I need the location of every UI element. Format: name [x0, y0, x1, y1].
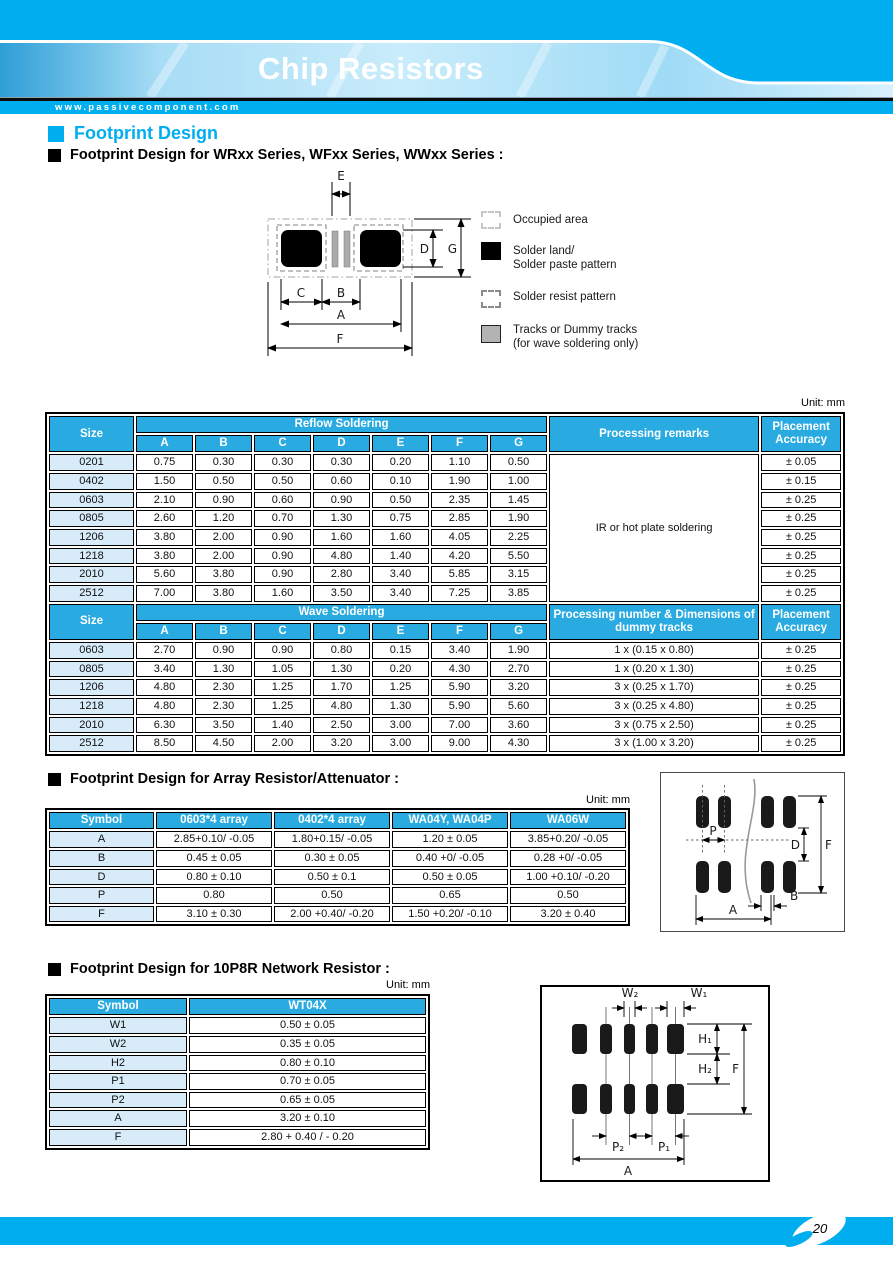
value-cell: 0.28 +0/ -0.05: [510, 850, 626, 867]
pad-center-lines: [606, 1007, 676, 1145]
col-header-g: G: [490, 435, 547, 452]
symbol-cell: A: [49, 831, 154, 848]
network-row: [49, 1017, 426, 1034]
legend-label: Tracks or Dummy tracks (for wave soldering only): [513, 324, 639, 350]
value-cell: 0.50: [490, 454, 547, 471]
value-cell: 5.50: [490, 548, 547, 565]
black-square-bullet-icon: [48, 149, 61, 162]
diagram-legend: [481, 211, 691, 364]
value-cell: 0.45 ± 0.05: [156, 850, 272, 867]
dim-label-g: G: [447, 242, 457, 256]
wave-soldering-header: Wave Soldering: [136, 604, 547, 621]
array-row: [49, 869, 626, 886]
symbol-cell: H2: [49, 1055, 187, 1072]
dummy-tracks-swatch-icon: [481, 325, 501, 343]
wave-tbody: [49, 604, 841, 752]
network-diagram-box: [540, 985, 770, 1182]
value-cell: 2.80: [313, 566, 370, 583]
value-cell: 1.20: [195, 510, 252, 527]
wave-header-row: [49, 604, 841, 621]
array-tbody: [49, 831, 626, 922]
value-cell: 3.50: [195, 717, 252, 734]
accuracy-cell: ± 0.25: [761, 642, 841, 659]
size-cell: 0201: [49, 454, 134, 471]
value-cell: 1.40: [372, 548, 429, 565]
value-cell: 5.85: [431, 566, 488, 583]
unit-label-array: Unit: mm: [586, 794, 630, 806]
value-cell: 1.50: [136, 473, 193, 490]
value-cell: 1.00 +0.10/ -0.20: [510, 869, 626, 886]
page-header: [0, 0, 893, 97]
value-cell: 3.40: [136, 661, 193, 678]
value-cell: 1.90: [431, 473, 488, 490]
value-cell: 7.25: [431, 585, 488, 602]
size-cell: 0603: [49, 642, 134, 659]
value-cell: 0.90: [254, 529, 311, 546]
value-cell: 0.20: [372, 661, 429, 678]
value-cell: 0.15: [372, 642, 429, 659]
value-cell: 3.80: [195, 566, 252, 583]
website-url[interactable]: www.passivecomponent.com: [55, 102, 241, 113]
col-header-0402-array: 0402*4 array: [274, 812, 390, 829]
size-cell: 2512: [49, 735, 134, 752]
dummy-track-1: [332, 231, 338, 267]
value-cell: 3.20 ± 0.40: [510, 906, 626, 923]
value-cell: 0.40 +0/ -0.05: [392, 850, 508, 867]
array-row: [49, 850, 626, 867]
value-cell: 0.10: [372, 473, 429, 490]
value-cell: 1.40: [254, 717, 311, 734]
occupied-area-swatch-icon: [481, 211, 501, 229]
symbol-cell: P2: [49, 1092, 187, 1109]
unit-label-network: Unit: mm: [386, 979, 430, 991]
network-diagram: [542, 987, 768, 1180]
value-cell: 1.30: [313, 661, 370, 678]
value-cell: 0.90: [254, 642, 311, 659]
col-header-e: E: [372, 435, 429, 452]
accuracy-cell: ± 0.25: [761, 679, 841, 696]
value-cell: 1.45: [490, 492, 547, 509]
col-header-c: C: [254, 623, 311, 640]
col-header-b: B: [195, 623, 252, 640]
col-header-symbol: Symbol: [49, 812, 154, 829]
accuracy-cell: ± 0.25: [761, 585, 841, 602]
footprint-dimensions-table: [45, 412, 845, 756]
value-cell: 2.70: [136, 642, 193, 659]
value-cell: 3.10 ± 0.30: [156, 906, 272, 923]
value-cell: 5.60: [490, 698, 547, 715]
col-header-d: D: [313, 435, 370, 452]
reflow-tbody: [49, 454, 841, 601]
network-tbody: [49, 1017, 426, 1145]
value-cell: 2.30: [195, 679, 252, 696]
value-cell: 0.50: [372, 492, 429, 509]
value-cell: 2.35: [431, 492, 488, 509]
value-cell: 4.50: [195, 735, 252, 752]
value-cell: 4.80: [136, 698, 193, 715]
black-square-bullet-icon: [48, 773, 61, 786]
subsection-title-text: Footprint Design for Array Resistor/Attenuator :: [70, 771, 399, 787]
accuracy-cell: ± 0.25: [761, 566, 841, 583]
value-cell: 1.25: [254, 698, 311, 715]
unit-label-main: Unit: mm: [801, 397, 845, 409]
dim-label-w1: W₁: [690, 987, 708, 1000]
size-cell: 0402: [49, 473, 134, 490]
solder-land-left: [281, 230, 322, 267]
accuracy-cell: ± 0.25: [761, 492, 841, 509]
value-cell: 3.15: [490, 566, 547, 583]
col-header-wa06w: WA06W: [510, 812, 626, 829]
subsection-title-network: [48, 961, 390, 977]
value-cell: 3.00: [372, 735, 429, 752]
value-cell: 4.80: [313, 698, 370, 715]
subsection-title-text: Footprint Design for 10P8R Network Resistor :: [70, 961, 390, 977]
value-cell: 4.05: [431, 529, 488, 546]
subsection-title-text: Footprint Design for WRxx Series, WFxx Series, WWxx Series :: [70, 147, 504, 163]
value-cell: 0.50: [274, 887, 390, 904]
wave-row: [49, 661, 841, 678]
value-cell: 0.50: [510, 887, 626, 904]
value-cell: 0.60: [254, 492, 311, 509]
value-cell: 0.70 ± 0.05: [189, 1073, 426, 1090]
value-cell: 3.00: [372, 717, 429, 734]
value-cell: 2.25: [490, 529, 547, 546]
symbol-cell: A: [49, 1110, 187, 1127]
reflow-row: [49, 454, 841, 471]
col-header-f: F: [431, 623, 488, 640]
solder-land-right: [360, 230, 401, 267]
symbol-cell: F: [49, 906, 154, 923]
dim-label-f: F: [825, 838, 832, 852]
value-cell: 1.60: [372, 529, 429, 546]
value-cell: 5.90: [431, 679, 488, 696]
value-cell: 3.85+0.20/ -0.05: [510, 831, 626, 848]
value-cell: 2.30: [195, 698, 252, 715]
value-cell: 3.40: [372, 585, 429, 602]
value-cell: 3.60: [490, 717, 547, 734]
symbol-cell: W1: [49, 1017, 187, 1034]
col-header-symbol: Symbol: [49, 998, 187, 1015]
dim-label-p: P: [709, 824, 717, 838]
value-cell: 1.50 +0.20/ -0.10: [392, 906, 508, 923]
value-cell: 1.60: [254, 585, 311, 602]
value-cell: 6.30: [136, 717, 193, 734]
value-cell: 0.70: [254, 510, 311, 527]
size-cell: 0603: [49, 492, 134, 509]
array-diagram-box: [660, 772, 845, 932]
array-diagram: [661, 773, 843, 930]
value-cell: 0.30: [313, 454, 370, 471]
dummy-tracks-cell: 3 x (0.25 x 1.70): [549, 679, 759, 696]
accuracy-cell: ± 0.25: [761, 510, 841, 527]
value-cell: 2.00: [254, 735, 311, 752]
section-title-text: Footprint Design: [74, 123, 218, 143]
value-cell: 0.90: [313, 492, 370, 509]
value-cell: 0.30 ± 0.05: [274, 850, 390, 867]
black-square-bullet-icon: [48, 963, 61, 976]
wave-row: [49, 717, 841, 734]
value-cell: 0.80: [156, 887, 272, 904]
value-cell: 0.65: [392, 887, 508, 904]
page-title: Chip Resistors: [258, 51, 484, 86]
value-cell: 9.00: [431, 735, 488, 752]
dim-label-h2: H₂: [698, 1062, 712, 1076]
value-cell: 4.20: [431, 548, 488, 565]
dim-label-f: F: [336, 332, 344, 346]
col-header-e: E: [372, 623, 429, 640]
legend-label: Solder resist pattern: [513, 291, 616, 303]
network-resistor-table: [45, 994, 430, 1150]
dim-label-f: F: [732, 1062, 739, 1076]
col-header-b: B: [195, 435, 252, 452]
dim-label-e: E: [337, 170, 345, 183]
col-header-c: C: [254, 435, 311, 452]
value-cell: 5.90: [431, 698, 488, 715]
legend-item-tracks: [481, 321, 691, 351]
subsection-title-series: [48, 147, 504, 163]
network-row: [49, 1036, 426, 1053]
value-cell: 2.00: [195, 529, 252, 546]
solder-resist-swatch-icon: [481, 290, 501, 308]
dummy-tracks-cell: 3 x (1.00 x 3.20): [549, 735, 759, 752]
col-header-0603-array: 0603*4 array: [156, 812, 272, 829]
value-cell: 0.90: [254, 566, 311, 583]
break-line: [745, 779, 755, 903]
website-bar: [0, 101, 893, 114]
value-cell: 1.90: [490, 510, 547, 527]
value-cell: 0.35 ± 0.05: [189, 1036, 426, 1053]
value-cell: 0.90: [195, 642, 252, 659]
value-cell: 1.30: [313, 510, 370, 527]
accuracy-cell: ± 0.05: [761, 454, 841, 471]
size-cell: 2512: [49, 585, 134, 602]
value-cell: 4.80: [313, 548, 370, 565]
value-cell: 4.30: [490, 735, 547, 752]
array-resistor-table: [45, 808, 630, 926]
size-cell: 1218: [49, 698, 134, 715]
solder-land-swatch-icon: [481, 242, 501, 260]
value-cell: 0.80: [313, 642, 370, 659]
page-number: 20: [812, 1221, 828, 1236]
value-cell: 2.50: [313, 717, 370, 734]
value-cell: 3.20: [313, 735, 370, 752]
value-cell: 8.50: [136, 735, 193, 752]
legend-label: Solder land/ Solder paste pattern: [513, 245, 617, 271]
value-cell: 3.20 ± 0.10: [189, 1110, 426, 1127]
value-cell: 0.90: [254, 548, 311, 565]
col-header-a: A: [136, 623, 193, 640]
array-row: [49, 906, 626, 923]
cyan-square-bullet-icon: [48, 126, 64, 142]
value-cell: 1.05: [254, 661, 311, 678]
value-cell: 1.90: [490, 642, 547, 659]
reflow-header-row: [49, 416, 841, 433]
value-cell: 0.50: [254, 473, 311, 490]
dummy-tracks-header: Processing number & Dimensions of dummy tracks: [549, 604, 759, 640]
network-header-row: [49, 998, 426, 1015]
array-row: [49, 831, 626, 848]
col-header-a: A: [136, 435, 193, 452]
value-cell: 3.50: [313, 585, 370, 602]
col-header-d: D: [313, 623, 370, 640]
value-cell: 0.30: [195, 454, 252, 471]
dim-label-a: A: [623, 1164, 633, 1178]
col-header-f: F: [431, 435, 488, 452]
value-cell: 2.00: [195, 548, 252, 565]
col-header-g: G: [490, 623, 547, 640]
processing-remarks-header: Processing remarks: [549, 416, 759, 452]
accuracy-cell: ± 0.15: [761, 473, 841, 490]
dim-label-c: C: [296, 286, 306, 300]
size-cell: 0805: [49, 661, 134, 678]
value-cell: 2.70: [490, 661, 547, 678]
value-cell: 3.85: [490, 585, 547, 602]
value-cell: 1.60: [313, 529, 370, 546]
placement-accuracy-header: Placement Accuracy: [761, 604, 841, 640]
value-cell: 0.80 ± 0.10: [189, 1055, 426, 1072]
size-cell: 1206: [49, 679, 134, 696]
accuracy-cell: ± 0.25: [761, 698, 841, 715]
col-header-size: Size: [49, 604, 134, 640]
value-cell: 0.50 ± 0.1: [274, 869, 390, 886]
wave-row: [49, 735, 841, 752]
col-header-wa04: WA04Y, WA04P: [392, 812, 508, 829]
value-cell: 1.20 ± 0.05: [392, 831, 508, 848]
processing-remarks-cell: IR or hot plate soldering: [549, 454, 759, 601]
value-cell: 1.30: [372, 698, 429, 715]
value-cell: 0.75: [136, 454, 193, 471]
symbol-cell: B: [49, 850, 154, 867]
value-cell: 2.85: [431, 510, 488, 527]
dim-label-b: B: [336, 286, 346, 300]
value-cell: 1.30: [195, 661, 252, 678]
value-cell: 2.00 +0.40/ -0.20: [274, 906, 390, 923]
symbol-cell: F: [49, 1129, 187, 1146]
col-header-wt04x: WT04X: [189, 998, 426, 1015]
dim-label-d: D: [790, 838, 800, 852]
dim-label-d: D: [419, 242, 429, 256]
value-cell: 7.00: [431, 717, 488, 734]
page-number-badge: [788, 1214, 852, 1247]
value-cell: 3.80: [195, 585, 252, 602]
value-cell: 1.10: [431, 454, 488, 471]
dim-label-b: B: [790, 889, 799, 903]
dummy-track-2: [344, 231, 350, 267]
value-cell: 3.40: [372, 566, 429, 583]
value-cell: 3.80: [136, 548, 193, 565]
value-cell: 0.50 ± 0.05: [189, 1017, 426, 1034]
symbol-cell: P: [49, 887, 154, 904]
dim-label-a: A: [336, 308, 346, 322]
size-cell: 1206: [49, 529, 134, 546]
value-cell: 4.30: [431, 661, 488, 678]
value-cell: 2.10: [136, 492, 193, 509]
array-header-row: [49, 812, 626, 829]
accuracy-cell: ± 0.25: [761, 717, 841, 734]
dummy-tracks-cell: 3 x (0.75 x 2.50): [549, 717, 759, 734]
legend-label: Occupied area: [513, 214, 588, 226]
value-cell: 1.00: [490, 473, 547, 490]
value-cell: 0.20: [372, 454, 429, 471]
size-cell: 1218: [49, 548, 134, 565]
size-cell: 2010: [49, 717, 134, 734]
dim-label-w2: W₂: [621, 987, 639, 1000]
col-header-size: Size: [49, 416, 134, 452]
value-cell: 1.25: [254, 679, 311, 696]
value-cell: 2.85+0.10/ -0.05: [156, 831, 272, 848]
network-row: [49, 1073, 426, 1090]
symbol-cell: P1: [49, 1073, 187, 1090]
network-row: [49, 1055, 426, 1072]
value-cell: 0.60: [313, 473, 370, 490]
size-cell: 2010: [49, 566, 134, 583]
symbol-cell: D: [49, 869, 154, 886]
value-cell: 0.30: [254, 454, 311, 471]
dummy-tracks-cell: 3 x (0.25 x 4.80): [549, 698, 759, 715]
value-cell: 0.50 ± 0.05: [392, 869, 508, 886]
placement-accuracy-header: Placement Accuracy: [761, 416, 841, 452]
network-row: [49, 1129, 426, 1146]
value-cell: 3.80: [136, 529, 193, 546]
value-cell: 2.80 + 0.40 / - 0.20: [189, 1129, 426, 1146]
value-cell: 1.80+0.15/ -0.05: [274, 831, 390, 848]
value-cell: 3.20: [490, 679, 547, 696]
symbol-cell: W2: [49, 1036, 187, 1053]
accuracy-cell: ± 0.25: [761, 529, 841, 546]
value-cell: 4.80: [136, 679, 193, 696]
value-cell: 3.40: [431, 642, 488, 659]
value-cell: 0.50: [195, 473, 252, 490]
wave-row: [49, 642, 841, 659]
dim-label-p1: P₁: [657, 1140, 671, 1154]
wave-row: [49, 679, 841, 696]
network-row: [49, 1092, 426, 1109]
value-cell: 0.80 ± 0.10: [156, 869, 272, 886]
value-cell: 0.90: [195, 492, 252, 509]
legend-item-solder-land: [481, 242, 691, 272]
dummy-tracks-cell: 1 x (0.15 x 0.80): [549, 642, 759, 659]
legend-item-occupied: [481, 211, 691, 229]
value-cell: 1.25: [372, 679, 429, 696]
array-row: [49, 887, 626, 904]
page-footer-bar: [0, 1217, 893, 1245]
reflow-soldering-header: Reflow Soldering: [136, 416, 547, 433]
size-cell: 0805: [49, 510, 134, 527]
section-title-footprint-design: [48, 123, 218, 144]
network-row: [49, 1110, 426, 1127]
subsection-title-array: [48, 771, 399, 787]
dim-label-h1: H₁: [698, 1032, 712, 1046]
value-cell: 0.65 ± 0.05: [189, 1092, 426, 1109]
dummy-tracks-cell: 1 x (0.20 x 1.30): [549, 661, 759, 678]
legend-item-solder-resist: [481, 288, 691, 308]
accuracy-cell: ± 0.25: [761, 661, 841, 678]
network-pads: [572, 1024, 684, 1114]
accuracy-cell: ± 0.25: [761, 548, 841, 565]
value-cell: 0.75: [372, 510, 429, 527]
value-cell: 2.60: [136, 510, 193, 527]
wave-row: [49, 698, 841, 715]
value-cell: 1.70: [313, 679, 370, 696]
value-cell: 5.60: [136, 566, 193, 583]
dim-label-a: A: [728, 903, 738, 917]
dim-label-p2: P₂: [611, 1140, 625, 1154]
value-cell: 7.00: [136, 585, 193, 602]
dimension-lines: [268, 182, 471, 356]
accuracy-cell: ± 0.25: [761, 735, 841, 752]
